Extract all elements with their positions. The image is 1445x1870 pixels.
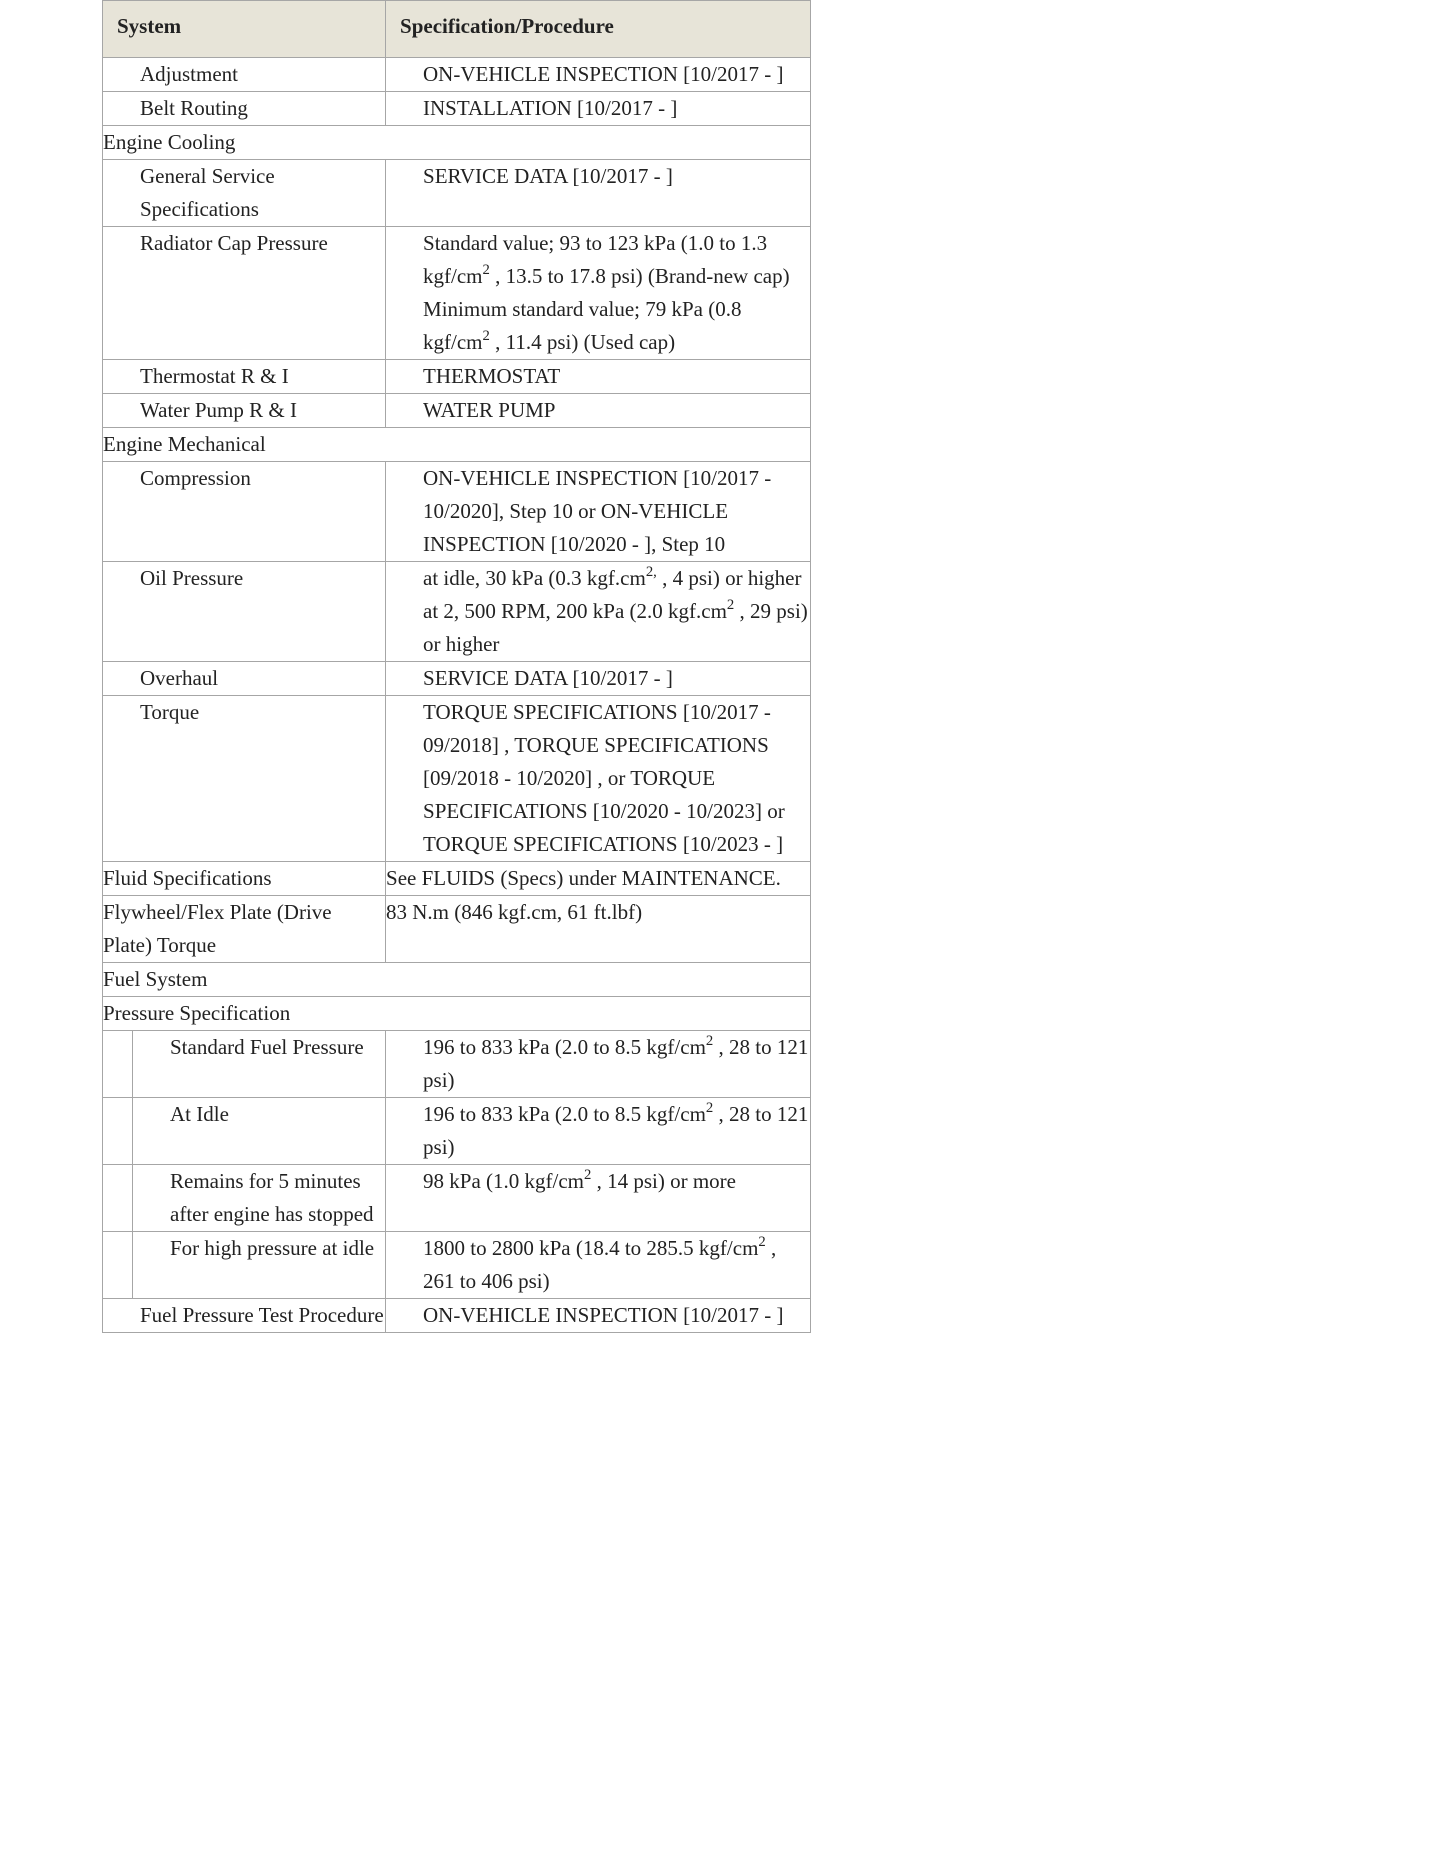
row-label-belt-routing: Belt Routing [103,92,386,126]
table-row [103,227,811,360]
row-value-belt-routing: INSTALLATION [10/2017 - ] [386,92,811,126]
row-label-at-idle: At Idle [133,1098,386,1165]
row-label-compression: Compression [103,462,386,562]
row-value-torque: TORQUE SPECIFICATIONS [10/2017 - 09/2018] , TORQUE SPECIFICATIONS [09/2018 - 10/2020] , or TORQUE SPECIFICATIONS [10/2020 - 10/2023] or TORQUE SPECIFICATIONS [10/2023 - ] [386,696,811,862]
row-label-standard-fuel: Standard Fuel Pressure [133,1031,386,1098]
row-value-thermostat: THERMOSTAT [386,360,811,394]
table-row [103,360,811,394]
section-engine-mechanical: Engine Mechanical [103,428,811,462]
row-label-torque: Torque [103,696,386,862]
row-value-fluid-specs: See FLUIDS (Specs) under MAINTENANCE. [386,862,811,896]
row-value-standard-fuel: 196 to 833 kPa (2.0 to 8.5 kgf/$cm^2$ , 28 to 121 psi) [386,1031,811,1098]
section-engine-cooling: Engine Cooling [103,126,811,160]
radiator-cap-used: Minimum standard value; 79 kPa (0.8 kgf/$cm^2$ , 11.4 psi) (Used cap) [423,297,742,354]
section-row [103,126,811,160]
row-value-remains: 98 kPa (1.0 kgf/$cm^2$ , 14 psi) or more [386,1165,811,1232]
oil-pressure-idle: at idle, 30 kPa (0.3 $kgf.cm^{2,}$ , 4 psi) or higher [423,564,802,590]
row-value-compression: ON-VEHICLE INSPECTION [10/2017 - 10/2020], Step 10 or ON-VEHICLE INSPECTION [10/2020 - ], Step 10 [386,462,811,562]
row-value-radiator-cap [386,227,811,360]
table-row [103,1165,811,1232]
indent-gutter [103,1232,133,1299]
table-row [103,562,811,662]
row-value-water-pump: WATER PUMP [386,394,811,428]
table-header-row [103,1,811,58]
table-row [103,1299,811,1333]
row-label-oil-pressure: Oil Pressure [103,562,386,662]
specification-table [102,0,811,1333]
row-value-oil-pressure [386,562,811,662]
row-label-remains: Remains for 5 minutes after engine has stopped [133,1165,386,1232]
radiator-cap-brand-new: Standard value; 93 to 123 kPa (1.0 to 1.3 kgf/$cm^2$ , 13.5 to 17.8 psi) (Brand-new cap) [423,231,790,288]
table-row [103,696,811,862]
section-fuel-system: Fuel System [103,963,811,997]
header-specification: Specification/Procedure [386,1,811,58]
row-label-radiator-cap: Radiator Cap Pressure [103,227,386,360]
table-row [103,1232,811,1299]
row-label-fuel-test: Fuel Pressure Test Procedure [103,1299,386,1333]
table-row [103,662,811,696]
row-label-overhaul: Overhaul [103,662,386,696]
table-row [103,58,811,92]
row-label-general-service: General Service Specifications [103,160,386,227]
row-value-fuel-test: ON-VEHICLE INSPECTION [10/2017 - ] [386,1299,811,1333]
table-row [103,896,811,963]
row-value-adjustment: ON-VEHICLE INSPECTION [10/2017 - ] [386,58,811,92]
table-row [103,862,811,896]
row-label-water-pump: Water Pump R & I [103,394,386,428]
row-value-general-service: SERVICE DATA [10/2017 - ] [386,160,811,227]
row-label-adjustment: Adjustment [103,58,386,92]
table-row [103,462,811,562]
row-value-at-idle: 196 to 833 kPa (2.0 to 8.5 kgf/$cm^2$ , 28 to 121 psi) [386,1098,811,1165]
indent-gutter [103,1031,133,1098]
row-value-high-pressure: 1800 to 2800 kPa (18.4 to 285.5 kgf/$cm^2$ , 261 to 406 psi) [386,1232,811,1299]
table-row [103,1031,811,1098]
table-row [103,1098,811,1165]
section-row [103,428,811,462]
section-row [103,963,811,997]
table-row [103,92,811,126]
row-label-flywheel: Flywheel/Flex Plate (Drive Plate) Torque [103,896,386,963]
subsection-pressure-spec: Pressure Specification [103,997,811,1031]
row-label-high-pressure: For high pressure at idle [133,1232,386,1299]
row-value-flywheel: 83 N.m (846 kgf.cm, 61 ft.lbf) [386,896,811,963]
table-row [103,160,811,227]
indent-gutter [103,1165,133,1232]
header-system: System [103,1,386,58]
row-label-thermostat: Thermostat R & I [103,360,386,394]
table-row [103,394,811,428]
indent-gutter [103,1098,133,1165]
row-value-overhaul: SERVICE DATA [10/2017 - ] [386,662,811,696]
subsection-row [103,997,811,1031]
row-label-fluid-specs: Fluid Specifications [103,862,386,896]
oil-pressure-2500rpm: at 2, 500 RPM, 200 kPa (2.0 $kgf.cm^2$ , 29 psi) or higher [423,597,808,656]
